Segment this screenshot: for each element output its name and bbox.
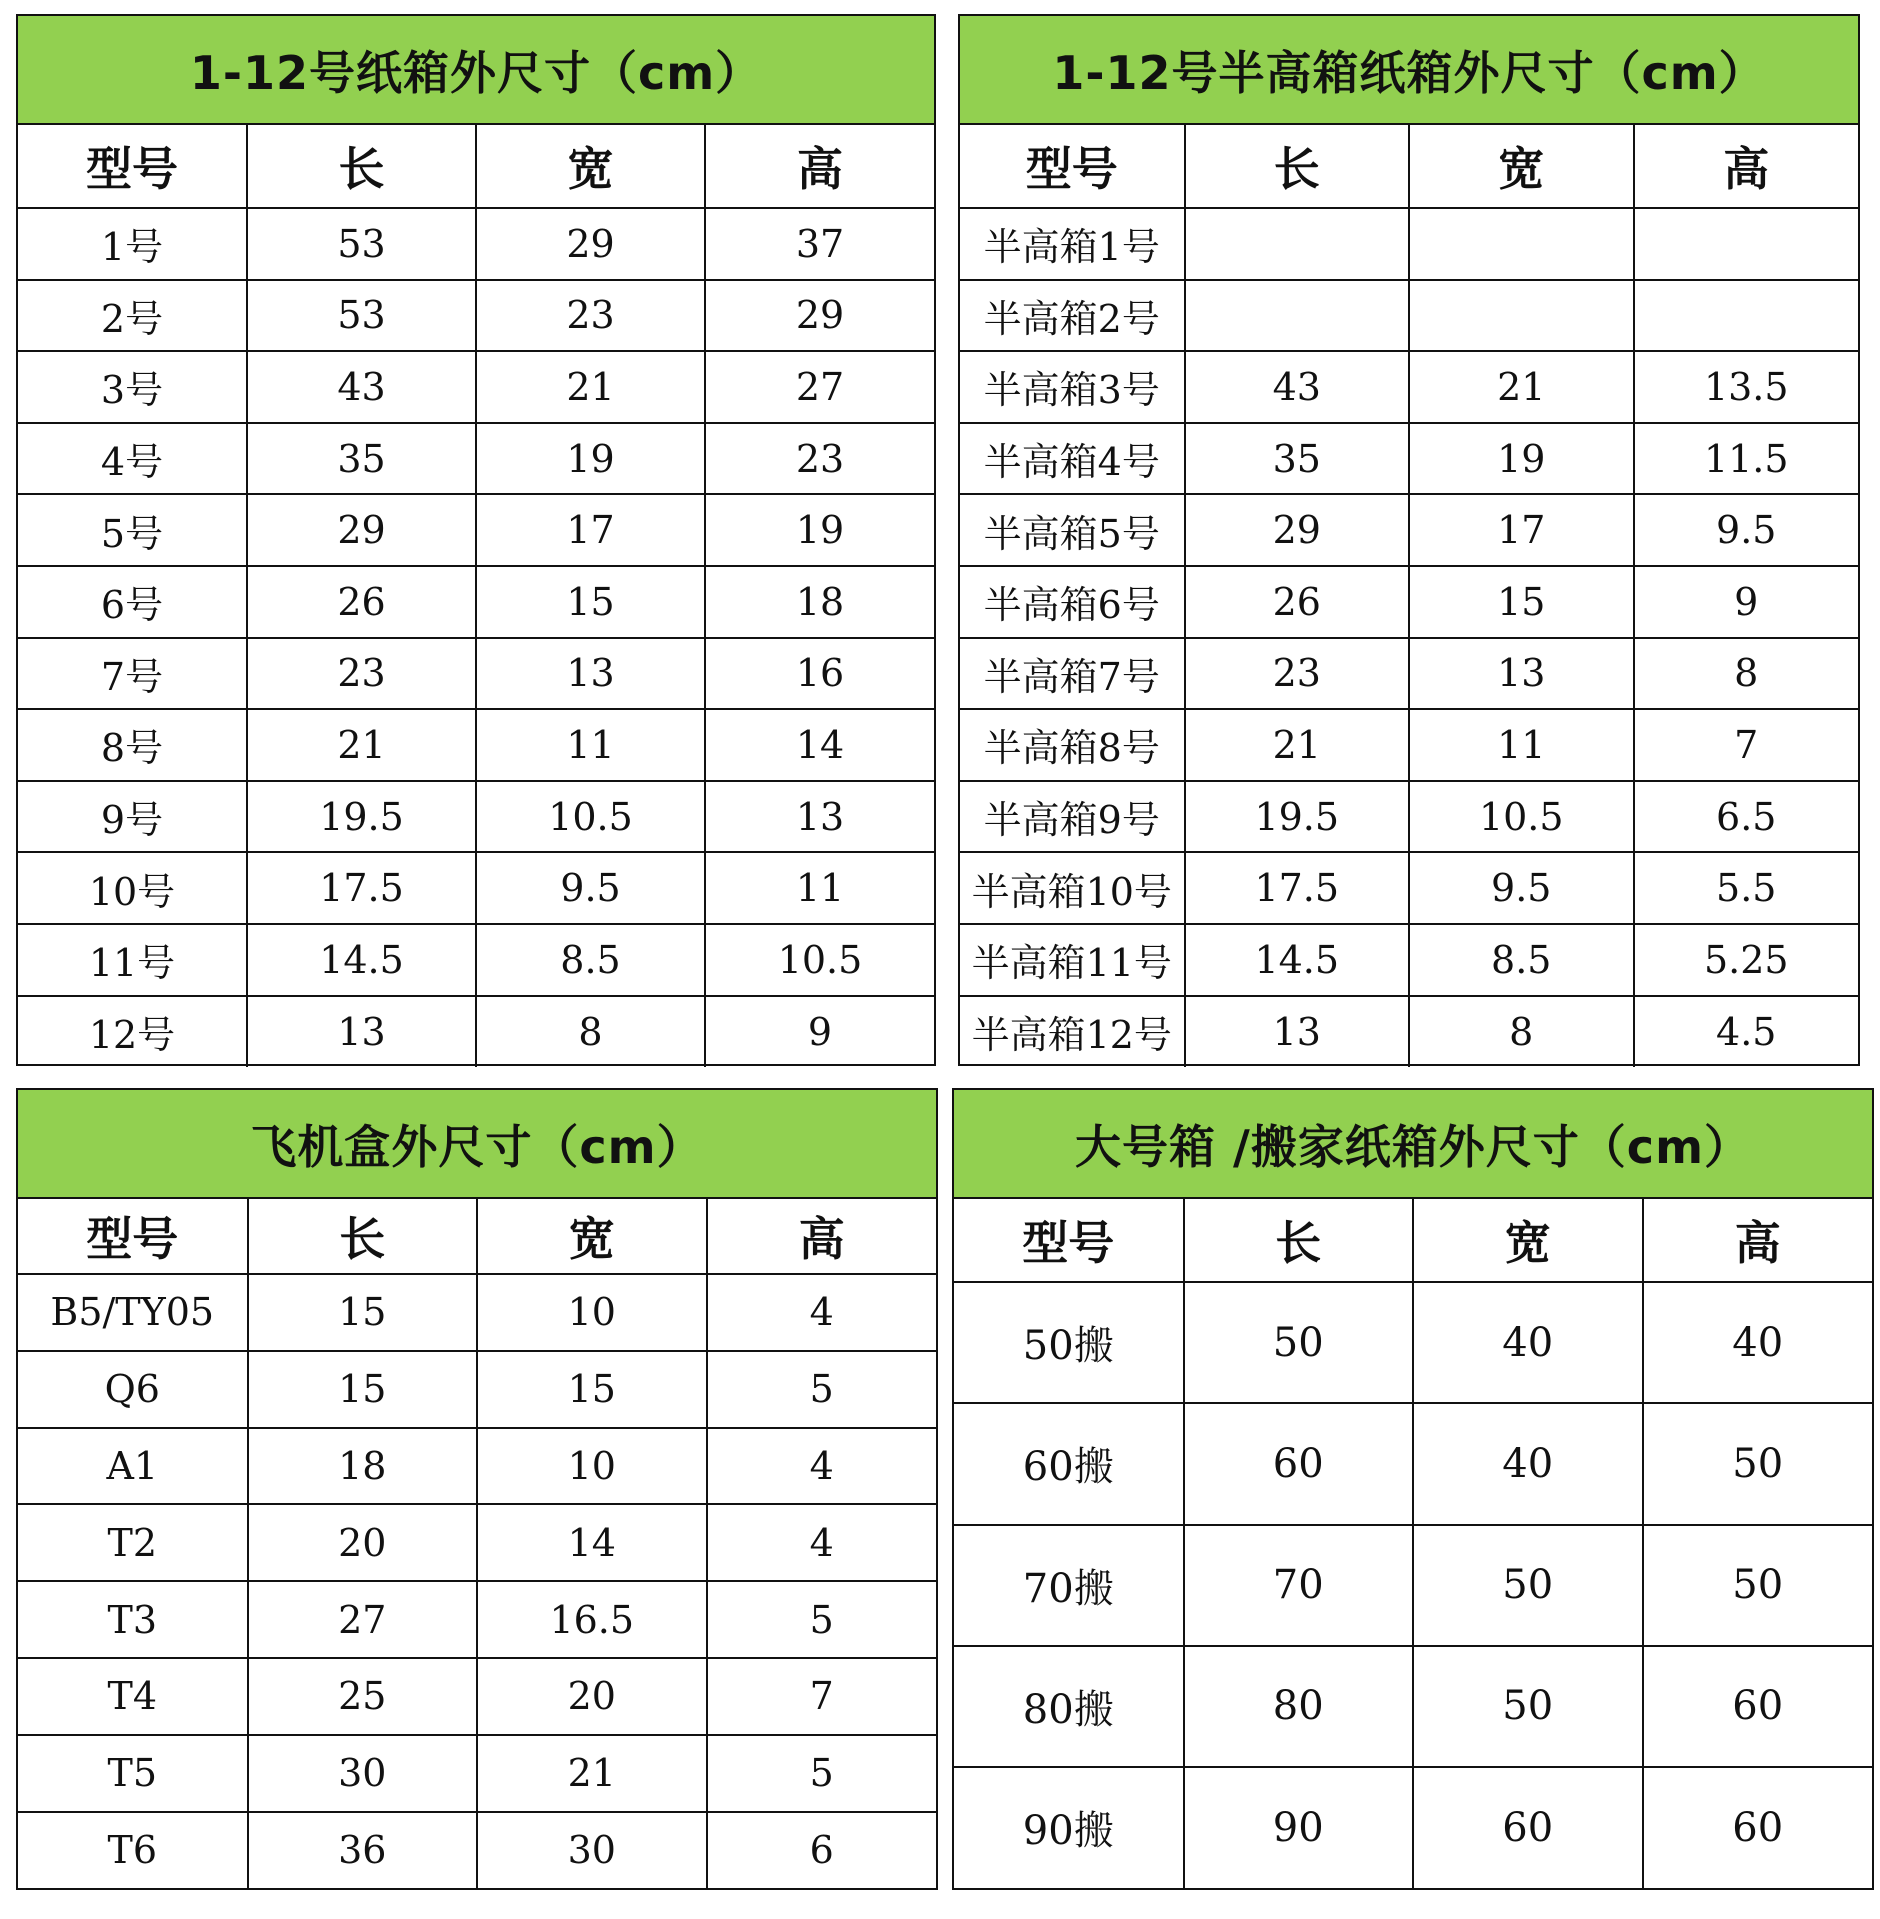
cell-width: 60: [1413, 1767, 1643, 1888]
table-half-height-box-sizes: [958, 14, 1860, 1066]
column-header-width: 宽: [1409, 124, 1634, 208]
cell-width: 19: [476, 423, 705, 495]
cell-width: 14: [477, 1504, 707, 1581]
cell-width: 15: [477, 1351, 707, 1428]
cell-model: T5: [18, 1735, 248, 1812]
cell-length: 27: [248, 1581, 478, 1658]
cell-width: 19: [1409, 423, 1634, 495]
cell-length: 21: [247, 709, 476, 781]
cell-width: 8.5: [1409, 924, 1634, 996]
column-header-model: 型号: [960, 124, 1185, 208]
cell-length: 80: [1184, 1646, 1414, 1767]
table-row: [960, 494, 1858, 566]
cell-height: 16: [705, 638, 934, 710]
cell-length: 26: [247, 566, 476, 638]
cell-width: 15: [476, 566, 705, 638]
column-header-model: 型号: [18, 1198, 248, 1274]
cell-length: 26: [1185, 566, 1410, 638]
cell-height: 19: [705, 494, 934, 566]
table-moving-box-sizes: [952, 1088, 1874, 1890]
cell-model: 半高箱8号: [960, 709, 1185, 781]
cell-length: 25: [248, 1658, 478, 1735]
cell-length: 20: [248, 1504, 478, 1581]
cell-model: 半高箱5号: [960, 494, 1185, 566]
cell-model: A1: [18, 1428, 248, 1505]
column-header-length: 长: [248, 1198, 478, 1274]
cell-width: 8: [476, 996, 705, 1068]
cell-width: [1409, 280, 1634, 352]
cell-height: 5: [707, 1581, 937, 1658]
cell-height: 4: [707, 1274, 937, 1351]
cell-width: 30: [477, 1812, 707, 1889]
cell-model: 4号: [18, 423, 247, 495]
cell-model: 半高箱11号: [960, 924, 1185, 996]
cell-height: 6.5: [1634, 781, 1859, 853]
cell-width: 11: [1409, 709, 1634, 781]
cell-width: 10: [477, 1428, 707, 1505]
cell-height: 6: [707, 1812, 937, 1889]
cell-height: 50: [1643, 1403, 1873, 1524]
cell-width: 8.5: [476, 924, 705, 996]
cell-height: [1634, 280, 1859, 352]
table-row: [18, 566, 934, 638]
cell-length: 21: [1185, 709, 1410, 781]
table-row: [18, 1428, 936, 1505]
size-table: [954, 1090, 1872, 1888]
cell-model: 60搬: [954, 1403, 1184, 1524]
cell-height: 10.5: [705, 924, 934, 996]
cell-height: 13: [705, 781, 934, 853]
column-header-width: 宽: [1413, 1198, 1643, 1282]
cell-height: 23: [705, 423, 934, 495]
cell-length: 19.5: [247, 781, 476, 853]
table-row: [960, 208, 1858, 280]
cell-height: 18: [705, 566, 934, 638]
cell-length: 53: [247, 280, 476, 352]
cell-model: T4: [18, 1658, 248, 1735]
size-table: [18, 1090, 936, 1888]
table-box-sizes-1-12: [16, 14, 936, 1066]
cell-length: 15: [248, 1351, 478, 1428]
cell-length: 30: [248, 1735, 478, 1812]
cell-height: 60: [1643, 1767, 1873, 1888]
cell-width: 10.5: [476, 781, 705, 853]
table-title: 1-12号半高箱纸箱外尺寸（cm）: [960, 16, 1858, 124]
column-header-length: 长: [1184, 1198, 1414, 1282]
cell-length: 53: [247, 208, 476, 280]
cell-height: 29: [705, 280, 934, 352]
cell-height: [1634, 208, 1859, 280]
cell-length: 43: [247, 351, 476, 423]
column-header-model: 型号: [18, 124, 247, 208]
cell-length: 50: [1184, 1282, 1414, 1403]
cell-model: 6号: [18, 566, 247, 638]
cell-height: 14: [705, 709, 934, 781]
cell-model: 半高箱12号: [960, 996, 1185, 1068]
table-row: [960, 709, 1858, 781]
table-row: [960, 351, 1858, 423]
cell-model: 5号: [18, 494, 247, 566]
cell-width: 21: [477, 1735, 707, 1812]
cell-width: 40: [1413, 1403, 1643, 1524]
cell-model: 80搬: [954, 1646, 1184, 1767]
cell-width: 21: [1409, 351, 1634, 423]
table-row: [18, 638, 934, 710]
cell-width: 16.5: [477, 1581, 707, 1658]
cell-length: 43: [1185, 351, 1410, 423]
table-row: [18, 494, 934, 566]
cell-length: 90: [1184, 1767, 1414, 1888]
column-header-width: 宽: [476, 124, 705, 208]
cell-height: 7: [1634, 709, 1859, 781]
table-airplane-box-sizes: [16, 1088, 938, 1890]
cell-length: 19.5: [1185, 781, 1410, 853]
column-header-model: 型号: [954, 1198, 1184, 1282]
cell-height: 40: [1643, 1282, 1873, 1403]
cell-width: 11: [476, 709, 705, 781]
cell-height: 60: [1643, 1646, 1873, 1767]
table-row: [18, 709, 934, 781]
table-row: [954, 1403, 1872, 1524]
column-header-height: 高: [1634, 124, 1859, 208]
table-title: 飞机盒外尺寸（cm）: [18, 1090, 936, 1198]
cell-width: 23: [476, 280, 705, 352]
cell-height: 27: [705, 351, 934, 423]
cell-model: 8号: [18, 709, 247, 781]
table-row: [960, 280, 1858, 352]
column-header-height: 高: [1643, 1198, 1873, 1282]
cell-model: 9号: [18, 781, 247, 853]
table-row: [18, 1504, 936, 1581]
cell-width: 8: [1409, 996, 1634, 1068]
cell-length: 13: [247, 996, 476, 1068]
cell-length: 13: [1185, 996, 1410, 1068]
cell-length: 14.5: [247, 924, 476, 996]
table-row: [960, 781, 1858, 853]
table-row: [18, 1581, 936, 1658]
cell-length: 14.5: [1185, 924, 1410, 996]
cell-width: 9.5: [1409, 852, 1634, 924]
table-row: [960, 566, 1858, 638]
cell-length: 23: [1185, 638, 1410, 710]
table-row: [960, 996, 1858, 1068]
cell-height: 5.5: [1634, 852, 1859, 924]
cell-model: 3号: [18, 351, 247, 423]
table-row: [18, 423, 934, 495]
cell-height: 11: [705, 852, 934, 924]
table-title: 大号箱 /搬家纸箱外尺寸（cm）: [954, 1090, 1872, 1198]
cell-height: 4: [707, 1504, 937, 1581]
table-row: [18, 208, 934, 280]
cell-model: 半高箱6号: [960, 566, 1185, 638]
cell-model: 70搬: [954, 1525, 1184, 1646]
table-row: [954, 1525, 1872, 1646]
cell-width: 21: [476, 351, 705, 423]
cell-model: 2号: [18, 280, 247, 352]
table-row: [954, 1282, 1872, 1403]
cell-width: 29: [476, 208, 705, 280]
table-row: [18, 1274, 936, 1351]
cell-height: 5: [707, 1735, 937, 1812]
cell-width: 9.5: [476, 852, 705, 924]
cell-model: 90搬: [954, 1767, 1184, 1888]
size-table: [18, 16, 934, 1067]
table-row: [18, 1658, 936, 1735]
table-row: [18, 280, 934, 352]
cell-model: 12号: [18, 996, 247, 1068]
cell-width: 50: [1413, 1646, 1643, 1767]
cell-length: [1185, 280, 1410, 352]
cell-model: 11号: [18, 924, 247, 996]
cell-length: 23: [247, 638, 476, 710]
cell-width: 40: [1413, 1282, 1643, 1403]
cell-model: 10号: [18, 852, 247, 924]
cell-model: 半高箱3号: [960, 351, 1185, 423]
table-row: [18, 996, 934, 1068]
cell-height: 5: [707, 1351, 937, 1428]
cell-height: 9: [705, 996, 934, 1068]
cell-model: 半高箱2号: [960, 280, 1185, 352]
cell-height: 9.5: [1634, 494, 1859, 566]
column-header-length: 长: [1185, 124, 1410, 208]
cell-height: 9: [1634, 566, 1859, 638]
column-header-width: 宽: [477, 1198, 707, 1274]
table-row: [960, 852, 1858, 924]
cell-width: [1409, 208, 1634, 280]
table-row: [954, 1767, 1872, 1888]
column-header-height: 高: [707, 1198, 937, 1274]
table-row: [18, 852, 934, 924]
cell-model: 半高箱7号: [960, 638, 1185, 710]
cell-length: 60: [1184, 1403, 1414, 1524]
cell-length: 35: [247, 423, 476, 495]
cell-width: 10.5: [1409, 781, 1634, 853]
cell-width: 17: [476, 494, 705, 566]
column-header-length: 长: [247, 124, 476, 208]
cell-width: 13: [1409, 638, 1634, 710]
cell-model: 50搬: [954, 1282, 1184, 1403]
cell-height: 50: [1643, 1525, 1873, 1646]
cell-height: 4: [707, 1428, 937, 1505]
cell-length: [1185, 208, 1410, 280]
table-row: [18, 351, 934, 423]
table-row: [18, 924, 934, 996]
table-row: [960, 423, 1858, 495]
cell-length: 18: [248, 1428, 478, 1505]
cell-length: 35: [1185, 423, 1410, 495]
cell-model: 1号: [18, 208, 247, 280]
cell-length: 29: [1185, 494, 1410, 566]
table-row: [18, 1351, 936, 1428]
table-row: [18, 1735, 936, 1812]
table-row: [954, 1646, 1872, 1767]
table-row: [960, 638, 1858, 710]
cell-model: T2: [18, 1504, 248, 1581]
cell-length: 17.5: [1185, 852, 1410, 924]
cell-height: 37: [705, 208, 934, 280]
cell-width: 20: [477, 1658, 707, 1735]
size-table: [960, 16, 1858, 1067]
cell-height: 8: [1634, 638, 1859, 710]
table-row: [18, 781, 934, 853]
cell-model: 半高箱10号: [960, 852, 1185, 924]
cell-height: 11.5: [1634, 423, 1859, 495]
column-header-height: 高: [705, 124, 934, 208]
cell-height: 13.5: [1634, 351, 1859, 423]
cell-height: 5.25: [1634, 924, 1859, 996]
cell-model: 半高箱9号: [960, 781, 1185, 853]
cell-width: 13: [476, 638, 705, 710]
cell-width: 15: [1409, 566, 1634, 638]
cell-model: 半高箱1号: [960, 208, 1185, 280]
cell-length: 70: [1184, 1525, 1414, 1646]
cell-length: 36: [248, 1812, 478, 1889]
cell-model: B5/TY05: [18, 1274, 248, 1351]
table-row: [18, 1812, 936, 1889]
cell-model: T3: [18, 1581, 248, 1658]
cell-model: Q6: [18, 1351, 248, 1428]
cell-width: 50: [1413, 1525, 1643, 1646]
table-title: 1-12号纸箱外尺寸（cm）: [18, 16, 934, 124]
cell-height: 4.5: [1634, 996, 1859, 1068]
cell-model: T6: [18, 1812, 248, 1889]
cell-length: 17.5: [247, 852, 476, 924]
table-row: [960, 924, 1858, 996]
cell-height: 7: [707, 1658, 937, 1735]
cell-model: 半高箱4号: [960, 423, 1185, 495]
cell-model: 7号: [18, 638, 247, 710]
cell-length: 29: [247, 494, 476, 566]
cell-width: 10: [477, 1274, 707, 1351]
cell-length: 15: [248, 1274, 478, 1351]
cell-width: 17: [1409, 494, 1634, 566]
